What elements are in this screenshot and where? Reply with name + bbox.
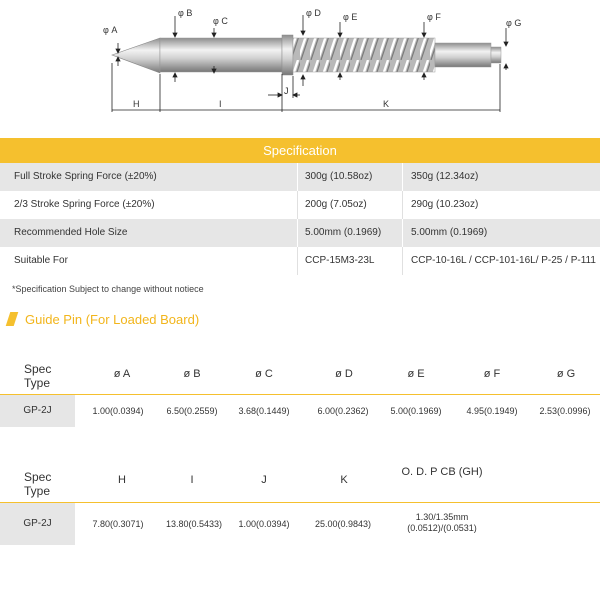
spec-value: 300g (10.58oz) xyxy=(305,171,373,182)
value-cell: 6.00(0.2362) xyxy=(317,406,369,416)
spec-value: 5.00mm (0.1969) xyxy=(305,227,382,238)
specification-table xyxy=(0,163,600,275)
value-cell: 6.50(0.2559) xyxy=(166,406,218,416)
odp-line-2: (0.0512)/(0.0531) xyxy=(407,523,477,533)
type-label-line: Type xyxy=(24,484,51,498)
spec-value: 290g (10.23oz) xyxy=(411,199,479,210)
label-j: J xyxy=(284,86,289,96)
spec-label: Recommended Hole Size xyxy=(14,227,128,238)
table-header xyxy=(0,464,600,503)
spec-value: 350g (12.34oz) xyxy=(411,171,479,182)
col-header-j: J xyxy=(261,474,267,486)
spec-row xyxy=(0,247,600,275)
col-header-c: ø C xyxy=(255,368,273,380)
col-header-f: ø F xyxy=(483,368,501,380)
col-header-a: ø A xyxy=(113,368,131,380)
guide-pin-title xyxy=(8,312,199,327)
spec-value: CCP-10-16L / CCP-101-16L/ P-25 / P-111 xyxy=(411,255,596,266)
value-cell: 2.53(0.0996) xyxy=(539,406,591,416)
col-header-g: ø G xyxy=(556,368,576,380)
label-c: φ C xyxy=(213,16,228,26)
spec-label-line: Spec xyxy=(24,470,52,484)
spec-row xyxy=(0,219,600,247)
dimension-table-diameters xyxy=(0,356,600,427)
specification-note: *Specification Subject to change without notiece xyxy=(12,284,204,294)
value-cell: 25.00(0.9843) xyxy=(314,519,372,529)
value-cell-odp xyxy=(407,512,477,534)
col-header-k: K xyxy=(340,474,348,486)
value-cell: 5.00(0.1969) xyxy=(390,406,442,416)
pin-collar xyxy=(282,35,293,75)
col-header-d: ø D xyxy=(335,368,353,380)
label-f: φ F xyxy=(427,12,441,22)
spec-label: Suitable For xyxy=(14,255,68,266)
spec-row xyxy=(0,163,600,191)
col-header-h: H xyxy=(118,474,126,486)
spec-value: 200g (7.05oz) xyxy=(305,199,367,210)
type-cell: GP-2J xyxy=(0,395,75,427)
section-marker-icon xyxy=(6,312,19,326)
label-e: φ E xyxy=(343,12,358,22)
label-k: K xyxy=(383,99,390,109)
col-header-b: ø B xyxy=(183,368,201,380)
label-b: φ B xyxy=(178,8,193,18)
guide-pin-title-text: Guide Pin (For Loaded Board) xyxy=(25,312,200,327)
spec-value: 5.00mm (0.1969) xyxy=(411,227,488,238)
odp-line-1: 1.30/1.35mm xyxy=(415,512,469,522)
type-cell: GP-2J xyxy=(0,503,75,545)
label-h: H xyxy=(133,99,140,109)
table-row xyxy=(0,395,600,427)
specification-header: Specification xyxy=(0,138,600,163)
dimension-table-lengths xyxy=(0,464,600,545)
spec-value: CCP-15M3-23L xyxy=(305,255,375,266)
guide-pin-diagram xyxy=(0,0,600,132)
value-cell: 7.80(0.3071) xyxy=(92,519,144,529)
label-g: φ G xyxy=(506,18,522,28)
pin-tip xyxy=(112,38,160,73)
type-label-line: Type xyxy=(24,376,51,390)
col-header-odp: O. D. P CB (GH) xyxy=(401,466,483,478)
value-cell: 13.80(0.5433) xyxy=(165,519,223,529)
spec-label: Full Stroke Spring Force (±20%) xyxy=(14,171,157,182)
label-d: φ D xyxy=(306,8,321,18)
pin-end-cap xyxy=(491,47,501,63)
pin-barrel xyxy=(160,38,282,72)
label-i: I xyxy=(219,99,222,109)
col-header-i: I xyxy=(190,474,194,486)
spec-label-line: Spec xyxy=(24,362,52,376)
value-cell: 1.00(0.0394) xyxy=(238,519,290,529)
spec-type-label xyxy=(24,470,51,498)
value-cell: 4.95(0.1949) xyxy=(466,406,518,416)
value-cell: 3.68(0.1449) xyxy=(238,406,290,416)
spec-row xyxy=(0,191,600,219)
table-row xyxy=(0,503,600,545)
table-header xyxy=(0,356,600,395)
value-cell: 1.00(0.0394) xyxy=(92,406,144,416)
pin-spring xyxy=(293,38,435,72)
col-header-e: ø E xyxy=(407,368,425,380)
spec-label: 2/3 Stroke Spring Force (±20%) xyxy=(14,199,155,210)
label-a: φ A xyxy=(103,25,118,35)
pin-plunger xyxy=(435,43,491,67)
spec-type-label xyxy=(24,362,51,390)
